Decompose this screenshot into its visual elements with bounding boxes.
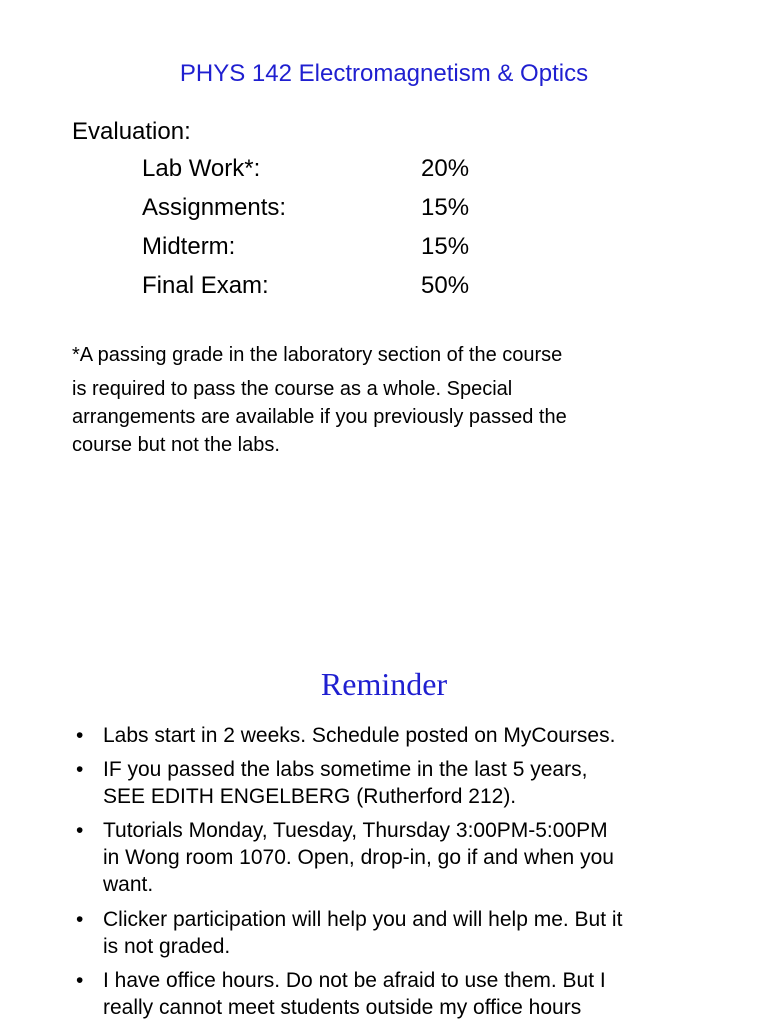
bullet-text xyxy=(103,722,723,749)
bullet-icon: • xyxy=(76,908,84,931)
bullet-line: IF you passed the labs sometime in the last 5 years, xyxy=(103,758,588,781)
bullet-icon: • xyxy=(76,819,84,842)
grade-item-label: Final Exam: xyxy=(142,272,269,299)
bullet-line: I have office hours. Do not be afraid to use them. But I xyxy=(103,969,606,992)
lab-note-line: course but not the labs. xyxy=(72,434,280,456)
evaluation-heading: Evaluation: xyxy=(72,118,191,145)
grade-item-label: Assignments: xyxy=(142,194,287,221)
grade-item-weight: 20% xyxy=(421,155,470,182)
lab-note-line: arrangements are available if you previously passed the xyxy=(72,406,567,428)
bullet-icon: • xyxy=(76,724,84,747)
bullet-line: Clicker participation will help you and will help me. But it xyxy=(103,908,623,931)
bullet-icon: • xyxy=(76,969,84,992)
grade-item-weight: 50% xyxy=(421,272,470,299)
bullet-line: Labs start in 2 weeks. Schedule posted on MyCourses. xyxy=(103,724,616,747)
grade-row-lab-work xyxy=(142,155,542,187)
grade-item-label: Lab Work*: xyxy=(142,155,261,182)
grade-item-label: Midterm: xyxy=(142,233,236,260)
bullet-line: want. xyxy=(103,873,154,896)
bullet-text xyxy=(103,906,723,960)
grade-item-weight: 15% xyxy=(421,233,470,260)
bullet-text xyxy=(103,817,723,898)
grade-item-weight: 15% xyxy=(421,194,470,221)
bullet-line: in Wong room 1070. Open, drop-in, go if and when you xyxy=(103,846,614,869)
bullet-text xyxy=(103,756,723,810)
course-title: PHYS 142 Electromagnetism & Optics xyxy=(179,60,589,87)
grade-row-assignments xyxy=(142,194,542,226)
lab-note-line: is required to pass the course as a whole. Special xyxy=(72,378,513,400)
bullet-line: really cannot meet students outside my office hours xyxy=(103,996,582,1019)
bullet-text xyxy=(103,967,723,1021)
grade-row-final-exam xyxy=(142,272,542,304)
bullet-line: Tutorials Monday, Tuesday, Thursday 3:00PM-5:00PM xyxy=(103,819,608,842)
reminder-heading: Reminder xyxy=(320,666,448,702)
bullet-line: is not graded. xyxy=(103,935,231,958)
bullet-icon: • xyxy=(76,758,84,781)
bullet-line: SEE EDITH ENGELBERG (Rutherford 212). xyxy=(103,785,517,808)
lab-note-line: *A passing grade in the laboratory section of the course xyxy=(72,344,563,366)
grade-row-midterm xyxy=(142,233,542,265)
